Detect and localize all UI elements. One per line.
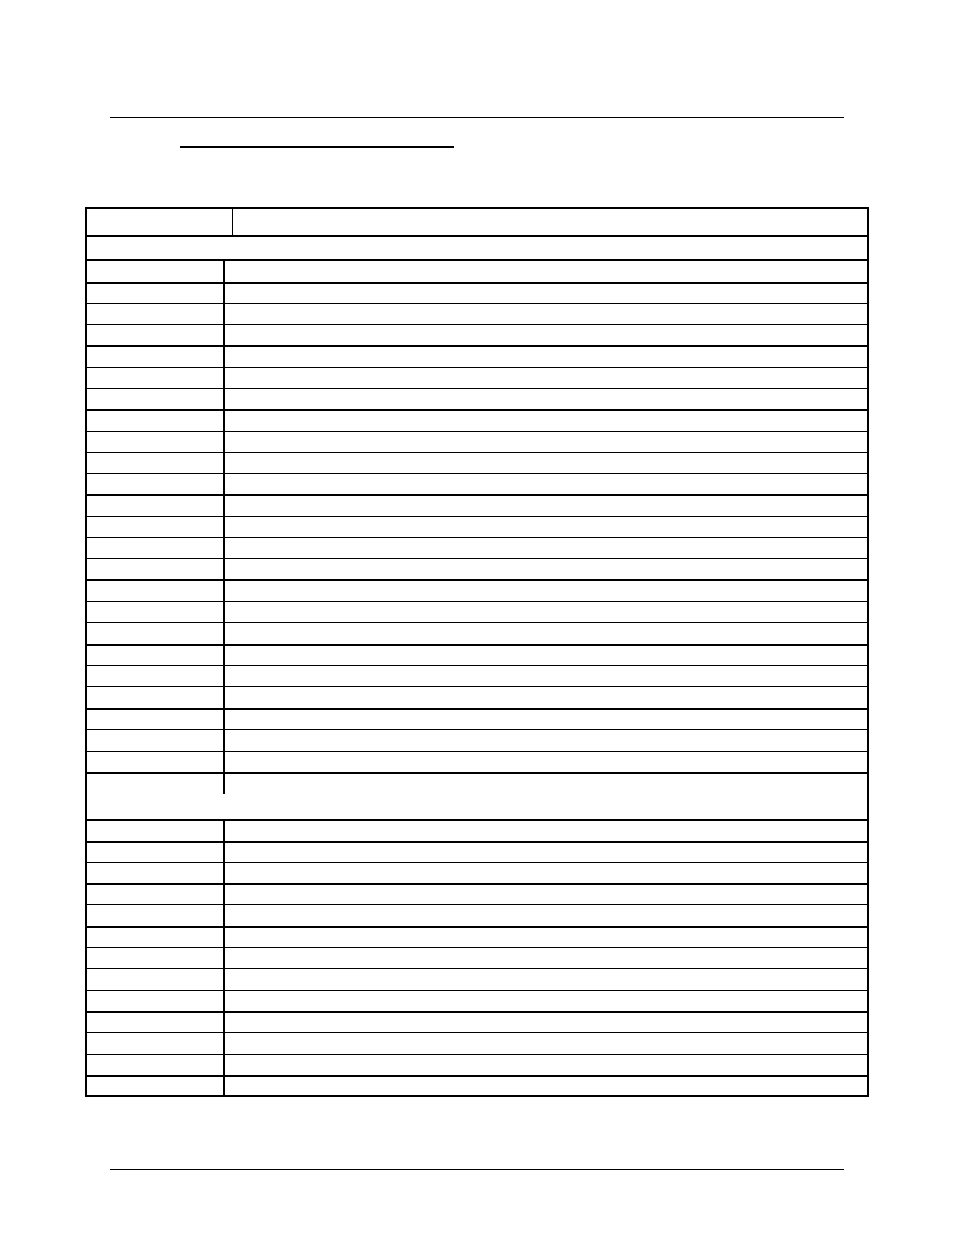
row-divider (223, 863, 225, 883)
row-divider (223, 709, 225, 729)
row-divider (223, 304, 225, 324)
row-divider (223, 410, 225, 431)
table-row (87, 304, 867, 325)
table-row (87, 948, 867, 969)
row-divider (223, 453, 225, 473)
row-divider (223, 559, 225, 579)
row-divider (223, 948, 225, 968)
row-divider (223, 645, 225, 665)
table-row (87, 1055, 867, 1077)
row-divider (223, 905, 225, 926)
table-row (87, 842, 867, 863)
row-divider (223, 517, 225, 537)
table-row (87, 623, 867, 646)
table-row (87, 368, 867, 389)
table-row (87, 495, 867, 517)
header-rule (110, 117, 844, 118)
table-row (87, 1033, 867, 1055)
title-underline (180, 146, 454, 148)
section-header-row (87, 235, 867, 261)
row-divider (223, 495, 225, 516)
table-row (87, 687, 867, 710)
table-row (87, 261, 867, 284)
row-divider (223, 389, 225, 409)
table-row (87, 969, 867, 991)
table-row (87, 453, 867, 474)
row-divider (223, 474, 225, 494)
row-divider (223, 1076, 225, 1096)
row-divider (223, 580, 225, 601)
table-row (87, 1012, 867, 1033)
table-row (87, 1076, 867, 1096)
row-divider (223, 1033, 225, 1054)
table-row (87, 991, 867, 1013)
table-row (87, 752, 867, 774)
row-divider (223, 773, 225, 794)
table-row (87, 927, 867, 948)
table-row (87, 517, 867, 538)
table-row (87, 559, 867, 581)
table-header-divider (232, 209, 233, 235)
row-divider (223, 991, 225, 1011)
table-row (87, 645, 867, 666)
table-row (87, 884, 867, 905)
row-divider (223, 346, 225, 367)
table-header-row (87, 209, 867, 237)
table-row (87, 538, 867, 559)
row-divider (223, 538, 225, 558)
table-row (87, 666, 867, 687)
table-row (87, 474, 867, 496)
row-divider (223, 927, 225, 947)
row-divider (223, 602, 225, 622)
row-divider (223, 687, 225, 708)
row-divider (223, 368, 225, 388)
row-divider (223, 623, 225, 644)
row-divider (223, 666, 225, 686)
table-row (87, 325, 867, 347)
row-divider (223, 842, 225, 862)
footer-rule (110, 1169, 844, 1170)
table-row (87, 730, 867, 752)
table-row (87, 283, 867, 304)
table-row (87, 905, 867, 928)
row-divider (223, 969, 225, 990)
row-divider (223, 261, 225, 282)
row-divider (223, 1012, 225, 1032)
table-row (87, 389, 867, 411)
table-row (87, 432, 867, 453)
table-row (87, 821, 867, 843)
row-divider (223, 884, 225, 904)
table-row (87, 346, 867, 368)
table-row (87, 773, 867, 794)
table-row (87, 602, 867, 623)
row-divider (223, 821, 225, 841)
row-divider (223, 730, 225, 751)
row-divider (223, 752, 225, 772)
table-row (87, 709, 867, 730)
section-header-row (87, 795, 867, 821)
table-row (87, 863, 867, 885)
row-divider (223, 325, 225, 345)
table-row (87, 410, 867, 432)
row-divider (223, 283, 225, 303)
data-table (85, 207, 869, 1097)
row-divider (223, 1055, 225, 1075)
table-row (87, 580, 867, 602)
row-divider (223, 432, 225, 452)
